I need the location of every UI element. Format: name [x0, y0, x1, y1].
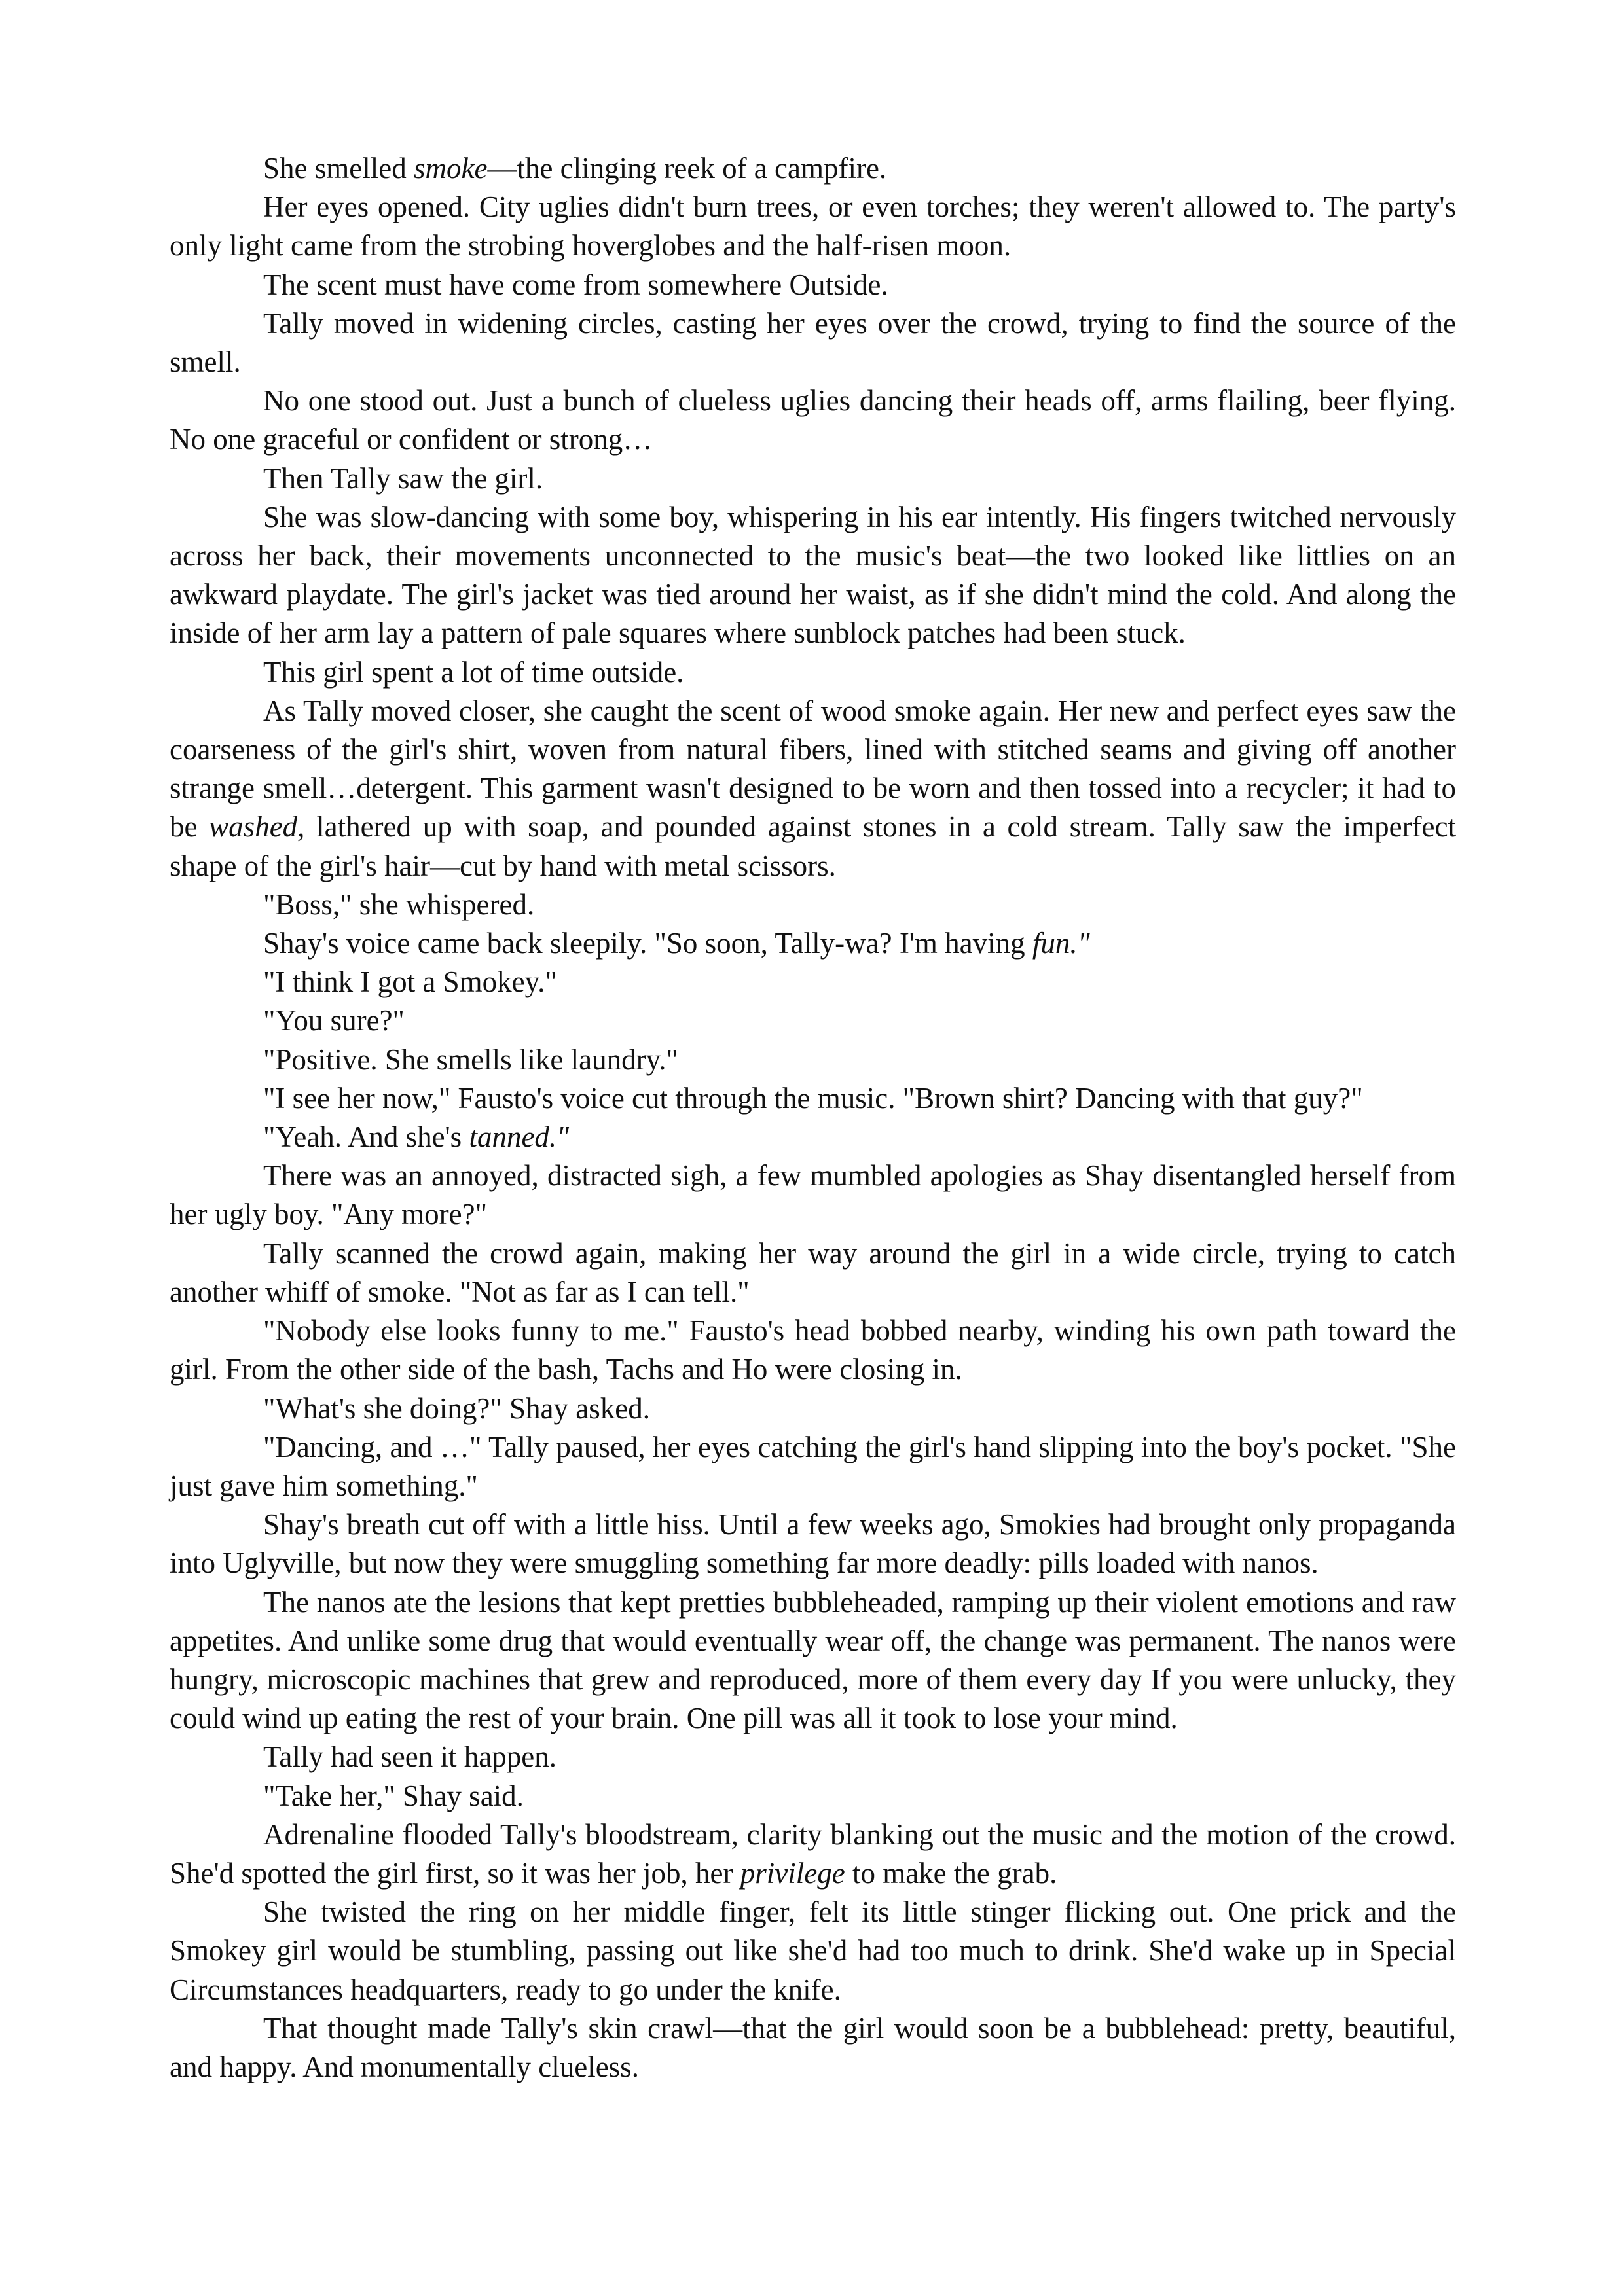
paragraph-text: Tally scanned the crowd again, making her way around the girl in a wide circle, trying to catch another whiff of smoke. "Not as far as I can tell." — [170, 1236, 1456, 1308]
paragraph — [170, 498, 1456, 653]
paragraph — [170, 1390, 1456, 1428]
paragraph-text: "Positive. She smells like laundry." — [263, 1043, 678, 1076]
paragraph-text: Then Tally saw the girl. — [263, 461, 543, 495]
paragraph — [170, 459, 1456, 498]
paragraph-text: "Boss," she whispered. — [263, 888, 535, 921]
italic-text: fun." — [1032, 927, 1090, 960]
paragraph — [170, 1079, 1456, 1118]
paragraph-text: Adrenaline flooded Tally's bloodstream, clarity blanking out the music and the motion of the crowd. She'd spotted the girl first, so it was her job, her — [170, 1818, 1456, 1890]
paragraph-text: to make the grab. — [845, 1856, 1057, 1890]
paragraph-text: lathered up with soap, and pounded against stones in a cold stream. Tally saw the imperfect shape of the girl's hair—cut by hand with metal scissors. — [170, 810, 1456, 882]
document-page — [170, 149, 1456, 2087]
paragraph — [170, 382, 1456, 459]
paragraph — [170, 1312, 1456, 1389]
paragraph-text: She smelled — [263, 152, 414, 185]
paragraph-text: Tally moved in widening circles, casting her eyes over the crowd, trying to find the source of the smell. — [170, 306, 1456, 379]
paragraph-text: She was slow-dancing with some boy, whispering in his ear intently. His fingers twitched nervously across her back, their movements unconnected to the music's beat—the two looked like littlies on an awkward playdate. The girl's jacket was tied around her waist, as if she didn't mind the cold. And along the inside of her arm lay a pattern of pale squares where sunblock patches had been stuck. — [170, 500, 1456, 650]
paragraph-text: She twisted the ring on her middle finger, felt its little stinger flicking out. One prick and the Smokey girl would be stumbling, passing out like she'd had too much to drink. She'd wake up in Special Circumstances headquarters, ready to go under the knife. — [170, 1895, 1456, 2006]
paragraph — [170, 1157, 1456, 1234]
paragraph — [170, 1893, 1456, 2009]
paragraph-text: Tally had seen it happen. — [263, 1740, 556, 1774]
paragraph — [170, 304, 1456, 382]
paragraph — [170, 149, 1456, 188]
paragraph-text: "Nobody else looks funny to me." Fausto's head bobbed nearby, winding his own path toward the girl. From the other side of the bash, Tachs and Ho were closing in. — [170, 1314, 1456, 1386]
paragraph-text: Her eyes opened. City uglies didn't burn trees, or even torches; they weren't allowed to. The party's only light came from the strobing hoverglobes and the half-risen moon. — [170, 190, 1456, 262]
paragraph — [170, 924, 1456, 963]
paragraph — [170, 653, 1456, 692]
paragraph — [170, 1041, 1456, 1079]
paragraph-text: "I see her now," Fausto's voice cut through the music. "Brown shirt? Dancing with that guy?" — [263, 1081, 1363, 1115]
paragraph-text: The scent must have come from somewhere Outside. — [263, 268, 888, 301]
paragraph-text: As Tally moved closer, she caught the scent of wood smoke again. Her new and perfect eyes saw the coarseness of the girl's shirt, woven from natural fibers, lined with stitched seams and giving off another strange smell…detergent. This garment wasn't designed to be worn and then tossed into a recycler; it had to be — [170, 694, 1456, 844]
paragraph-text: The nanos ate the lesions that kept pretties bubbleheaded, ramping up their violent emotions and raw appetites. And unlike some drug that would eventually wear off, the change was permanent. The nanos were hungry, microscopic machines that grew and reproduced, more of them every day If you were unlucky, they could wind up eating the rest of your brain. One pill was all it took to lose your mind. — [170, 1585, 1456, 1735]
paragraph-text: —the clinging reek of a campfire. — [487, 152, 887, 185]
paragraph-text: "Dancing, and …" Tally paused, her eyes catching the girl's hand slipping into the boy's pocket. "She just gave him something." — [170, 1430, 1456, 1502]
italic-text: tanned." — [469, 1121, 570, 1154]
paragraph — [170, 1505, 1456, 1583]
paragraph — [170, 963, 1456, 1001]
paragraph-text: "Yeah. And she's — [263, 1121, 469, 1154]
paragraph-text: No one stood out. Just a bunch of clueless uglies dancing their heads off, arms flailing, beer flying. No one graceful or confident or strong… — [170, 384, 1456, 456]
paragraph-text: "I think I got a Smokey." — [263, 965, 557, 999]
paragraph — [170, 886, 1456, 924]
italic-text: washed, — [209, 810, 305, 844]
italic-text: privilege — [740, 1856, 845, 1890]
paragraph-text: "Take her," Shay said. — [263, 1779, 524, 1812]
paragraph — [170, 1738, 1456, 1776]
paragraph-text: There was an annoyed, distracted sigh, a few mumbled apologies as Shay disentangled herself from her ugly boy. "Any more?" — [170, 1159, 1456, 1231]
paragraph — [170, 188, 1456, 265]
paragraph — [170, 2009, 1456, 2087]
paragraph — [170, 1118, 1456, 1157]
paragraph — [170, 1816, 1456, 1893]
paragraph — [170, 266, 1456, 304]
paragraph — [170, 1001, 1456, 1040]
paragraph-text: That thought made Tally's skin crawl—that the girl would soon be a bubblehead: pretty, beautiful, and happy. And monumentally clueless. — [170, 2011, 1456, 2083]
paragraph-text: This girl spent a lot of time outside. — [263, 655, 684, 689]
paragraph-text: "What's she doing?" Shay asked. — [263, 1391, 650, 1425]
paragraph — [170, 1234, 1456, 1312]
paragraph-text: "You sure?" — [263, 1004, 405, 1037]
paragraph — [170, 692, 1456, 886]
italic-text: smoke — [413, 152, 488, 185]
paragraph — [170, 1583, 1456, 1738]
paragraph-text: Shay's breath cut off with a little hiss. Until a few weeks ago, Smokies had brought only propaganda into Uglyville, but now they were smuggling something far more deadly: pills loaded with nanos. — [170, 1508, 1456, 1580]
paragraph-text: Shay's voice came back sleepily. "So soon, Tally-wa? I'm having — [263, 927, 1032, 960]
paragraph — [170, 1428, 1456, 1505]
paragraph — [170, 1777, 1456, 1816]
